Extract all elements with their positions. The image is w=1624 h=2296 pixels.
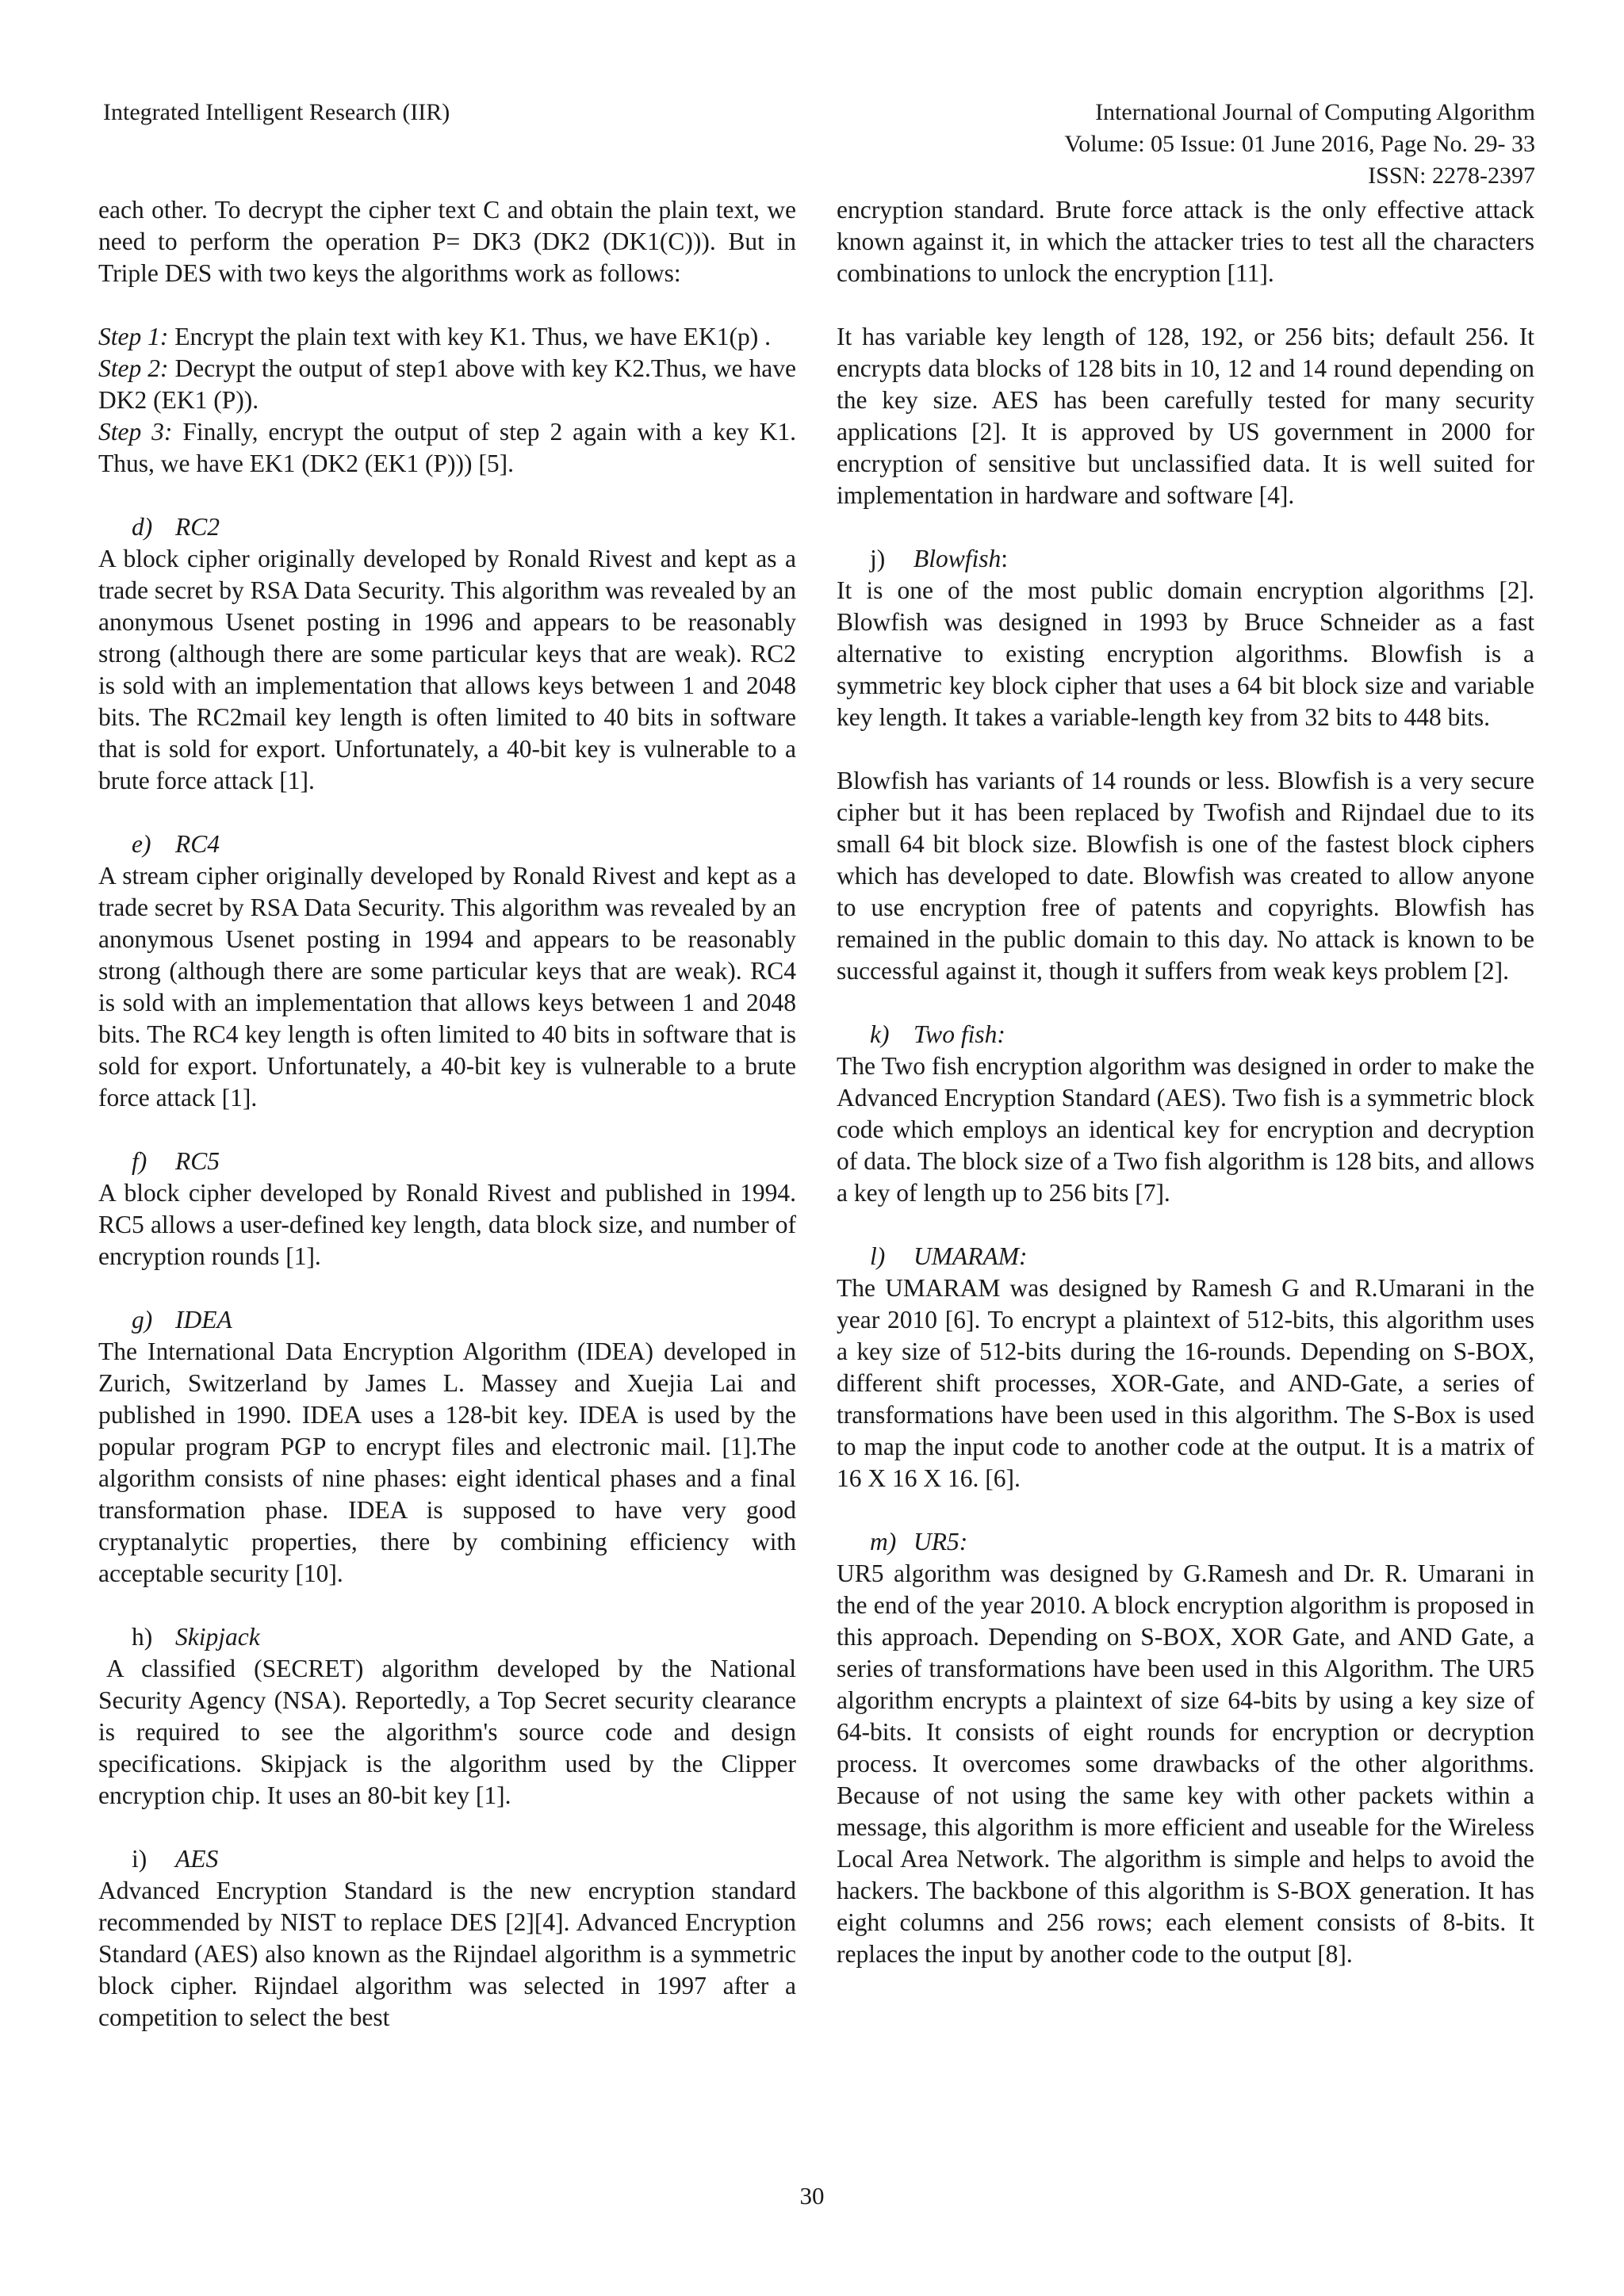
rc4-body: A stream cipher originally developed by Ronald Rivest and kept as a trade secret by RSA Data Security. This algorithm was revealed by an anonymous Usenet posting in 1994 and appears to be reasonably strong (although there are some particular keys that are weak). RC4 is sold with an implementation that allows keys between 1 and 2048 bits. The RC4 key length is often limited to 40 bits in software that is sold for export. Unfortunately, a 40-bit key is vulnerable to a brute force attack [1]. — [98, 862, 796, 1112]
section-heading-ur5 — [837, 1526, 1534, 1558]
section-letter: k) — [870, 1020, 890, 1048]
rc5-body: A block cipher developed by Ronald Rivest and published in 1994. RC5 allows a user-defined key length, data block size, and number of encryption rounds [1]. — [98, 1179, 796, 1270]
step-2 — [98, 353, 796, 416]
section-heading-umaram — [837, 1241, 1534, 1272]
umaram-body: The UMARAM was designed by Ramesh G and R.Umarani in the year 2010 [6]. To encrypt a plaintext of 512-bits, this algorithm uses a key size of 512-bits during the 16-rounds. Depending on S-BOX, different shift processes, XOR-Gate, and AND-Gate, a series of transformations have been used in this algorithm. The S-Box is used to map the input code to another code at the output. It is a matrix of 16 X 16 X 16. [6]. — [837, 1274, 1534, 1492]
section-title: IDEA — [175, 1306, 232, 1334]
blowfish-body-1: It is one of the most public domain encryption algorithms [2]. Blowfish was designed in 1993 by Bruce Schneider as a fast alternative to existing encryption algorithms. Blowfish is a symmetric key block cipher that uses a 64 bit block size and variable key length. It takes a variable-length key from 32 bits to 448 bits. — [837, 576, 1534, 731]
section-title: Two fish: — [914, 1020, 1005, 1048]
section-heading-blowfish — [837, 543, 1534, 575]
section-heading-rc2 — [98, 511, 796, 543]
section-letter: h) — [132, 1623, 153, 1651]
page-number: 30 — [799, 2182, 825, 2210]
section-letter: f) — [132, 1147, 147, 1175]
section-heading-aes — [98, 1843, 796, 1875]
step-3-text: Finally, encrypt the output of step 2 again with a key K1. Thus, we have EK1 (DK2 (EK1 (P))) [5]. — [98, 418, 796, 477]
section-letter: g) — [132, 1306, 153, 1334]
step-2-label: Step 2: — [98, 354, 169, 382]
step-1-label: Step 1: — [98, 323, 169, 350]
section-title: RC5 — [175, 1147, 220, 1175]
section-heading-idea — [98, 1304, 796, 1336]
step-3 — [98, 416, 796, 480]
idea-body: The International Data Encryption Algorithm (IDEA) developed in Zurich, Switzerland by James L. Massey and Xuejia Lai and published in 1990. IDEA uses a 128-bit key. IDEA is used by the popular program PGP to encrypt files and electronic mail. [1].The algorithm consists of nine phases: eight identical phases and a final transformation phase. IDEA is supposed to have very good cryptanalytic properties, there by combining efficiency with acceptable security [10]. — [98, 1337, 796, 1587]
intro-paragraph: each other. To decrypt the cipher text C and obtain the plain text, we need to perform the operation P= DK3 (DK2 (DK1(C))). But in Triple DES with two keys the algorithms work as follows: — [98, 196, 796, 287]
step-2-text: Decrypt the output of step1 above with key K2.Thus, we have DK2 (EK1 (P)). — [98, 354, 796, 414]
volume-issue: Volume: 05 Issue: 01 June 2016, Page No. 29- 33 — [1064, 131, 1535, 157]
section-letter: l) — [870, 1242, 886, 1270]
section-title: AES — [175, 1845, 219, 1873]
rc2-body: A block cipher originally developed by Ronald Rivest and kept as a trade secret by RSA Data Security. This algorithm was revealed by an anonymous Usenet posting in 1996 and appears to be reasonably strong (although there are some particular keys that are weak). RC2 is sold with an implementation that allows keys between 1 and 2048 bits. The RC2mail key length is often limited to 40 bits in software that is sold for export. Unfortunately, a 40-bit key is vulnerable to a brute force attack [1]. — [98, 545, 796, 794]
running-header-right — [822, 97, 1535, 192]
section-title: UMARAM: — [914, 1242, 1028, 1270]
step-1-text: Encrypt the plain text with key K1. Thus, we have EK1(p) . — [168, 323, 771, 350]
section-letter: i) — [132, 1845, 147, 1873]
aes-body: Advanced Encryption Standard is the new encryption standard recommended by NIST to replace DES [2][4]. Advanced Encryption Standard (AES) also known as the Rijndael algorithm is a symmetric block cipher. Rijndael algorithm was selected in 1997 after a competition to select the best — [98, 1877, 796, 2031]
issn: ISSN: 2278-2397 — [1368, 163, 1535, 189]
section-title-colon: : — [1001, 545, 1009, 572]
section-heading-twofish — [837, 1019, 1534, 1050]
aes-key-length-paragraph: It has variable key length of 128, 192, or 256 bits; default 256. It encrypts data blocks of 128 bits in 10, 12 and 14 round depending on the key size. AES has been carefully tested for many security applications [2]. It is approved by US government in 2000 for encryption of sensitive but unclassified data. It is well suited for implementation in hardware and software [4]. — [837, 323, 1534, 509]
section-heading-rc5 — [98, 1146, 796, 1177]
journal-title: International Journal of Computing Algorithm — [1095, 99, 1535, 125]
section-title: RC4 — [175, 830, 220, 858]
section-heading-rc4 — [98, 828, 796, 860]
twofish-body: The Two fish encryption algorithm was designed in order to make the Advanced Encryption Standard (AES). Two fish is a symmetric block code which employs an identical key for encryption and decryption of data. The block size of a Two fish algorithm is 128 bits, and allows a key of length up to 256 bits [7]. — [837, 1052, 1534, 1207]
step-1 — [98, 321, 796, 353]
section-letter: j) — [870, 545, 886, 572]
section-letter: d) — [132, 513, 153, 541]
right-column — [837, 194, 1534, 1970]
section-title: Skipjack — [175, 1623, 260, 1651]
left-column — [98, 194, 796, 2034]
aes-continued: encryption standard. Brute force attack is the only effective attack known against it, in which the attacker tries to test all the characters combinations to unlock the encryption [11]. — [837, 196, 1534, 287]
skipjack-body: A classified (SECRET) algorithm developed by the National Security Agency (NSA). Reportedly, a Top Secret security clearance is required to see the algorithm's source code and design specifications. Skipjack is the algorithm used by the Clipper encryption chip. It uses an 80-bit key [1]. — [98, 1655, 796, 1809]
section-title: RC2 — [175, 513, 220, 541]
section-letter: e) — [132, 830, 151, 858]
section-title: Blowfish — [914, 545, 1002, 572]
running-header-left: Integrated Intelligent Research (IIR) — [103, 99, 450, 125]
blowfish-body-2: Blowfish has variants of 14 rounds or less. Blowfish is a very secure cipher but it has been replaced by Twofish and Rijndael due to its small 64 bit block size. Blowfish is one of the fastest block ciphers which has developed to date. Blowfish was created to allow anyone to use encryption free of patents and copyrights. Blowfish has remained in the public domain to this day. No attack is known to be successful against it, though it suffers from weak keys problem [2]. — [837, 767, 1534, 985]
section-letter: m) — [870, 1528, 897, 1556]
section-title: UR5: — [914, 1528, 968, 1556]
ur5-body: UR5 algorithm was designed by G.Ramesh and Dr. R. Umarani in the end of the year 2010. A block encryption algorithm is proposed in this approach. Depending on S-BOX, XOR Gate, and AND Gate, a series of transformations have been used in this Algorithm. The UR5 algorithm encrypts a plaintext of size 64-bits by using a key size of 64-bits. It consists of eight rounds for encryption or decryption process. It overcomes some drawbacks of the other algorithms. Because of not using the same key with other packets within a message, this algorithm is more efficient and useable for the Wireless Local Area Network. The algorithm is simple and helps to avoid the hackers. The backbone of this algorithm is S-BOX generation. It has eight columns and 256 rows; each element consists of 8-bits. It replaces the input by another code to the output [8]. — [837, 1559, 1534, 1968]
step-3-label: Step 3: — [98, 418, 173, 446]
section-heading-skipjack — [98, 1621, 796, 1653]
